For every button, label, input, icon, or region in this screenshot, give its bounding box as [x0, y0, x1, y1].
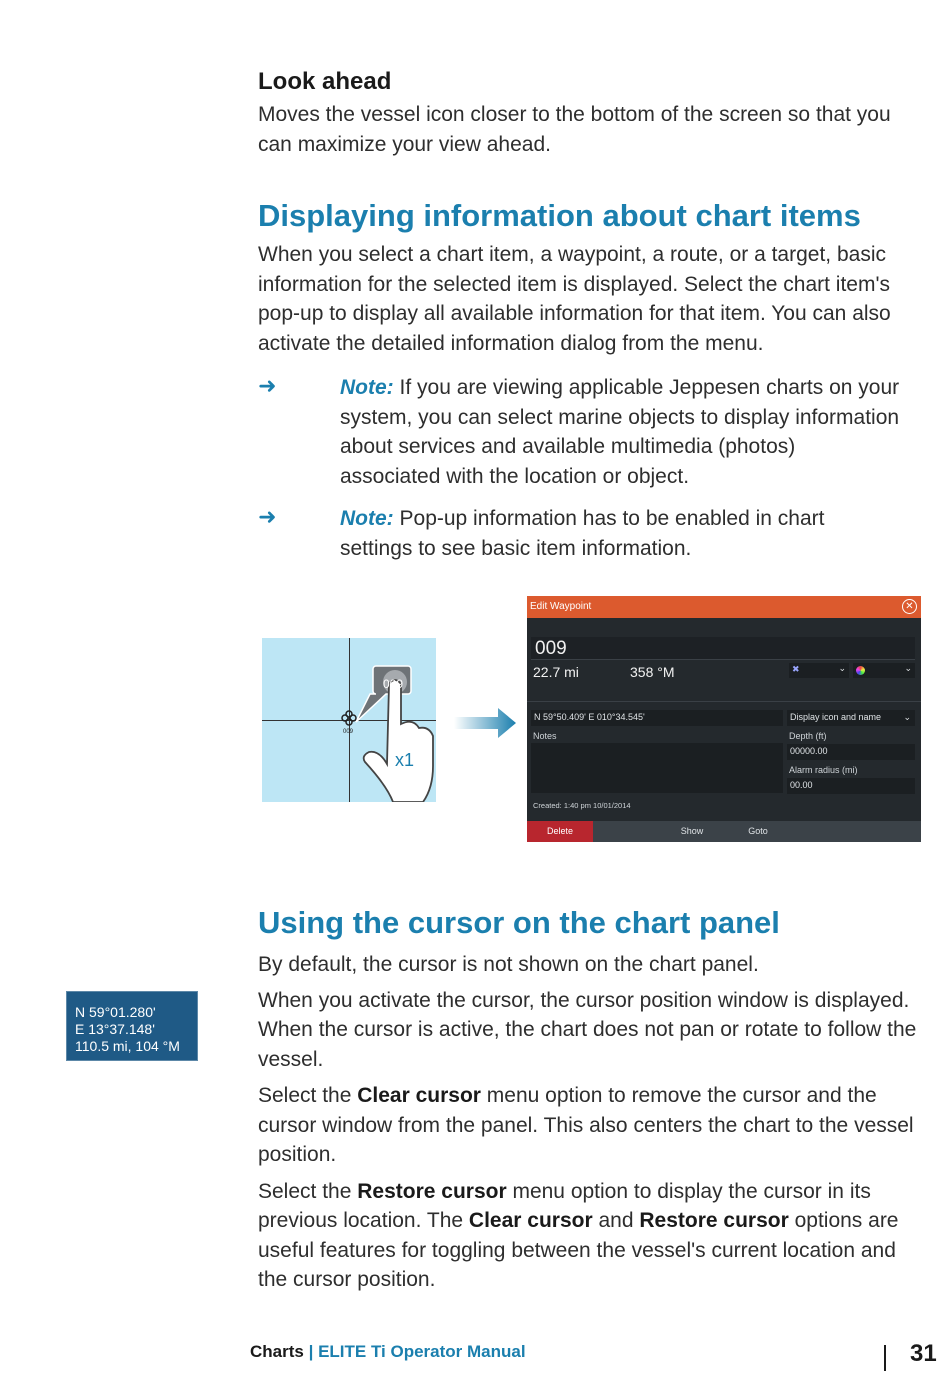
waypoint-icon [342, 711, 356, 725]
page-number: 31 [910, 1340, 937, 1367]
depth-label: Depth (ft) [789, 731, 827, 741]
text: Select the [258, 1084, 358, 1107]
restore-cursor-term: Restore cursor [357, 1179, 507, 1203]
notes-label: Notes [533, 731, 557, 741]
page-footer [250, 1342, 526, 1362]
restore-cursor-term: Restore cursor [639, 1209, 789, 1232]
look-ahead-section [258, 68, 918, 159]
waypoint-tap-graphic [262, 638, 436, 802]
created-timestamp: Created: 1:40 pm 10/01/2014 [533, 801, 631, 810]
note-text [340, 504, 900, 563]
color-select[interactable] [853, 663, 915, 678]
cursor-heading: Using the cursor on the chart panel [258, 905, 780, 940]
note-label: Note: [340, 507, 394, 530]
note-text [340, 373, 900, 491]
note-arrow-icon: ➜ [258, 373, 277, 398]
cursor-latitude: N 59°01.280' [75, 1004, 156, 1020]
waypoint-symbol-icon: ✖ [792, 664, 800, 674]
cursor-longitude: E 13°37.148' [75, 1021, 155, 1037]
goto-button[interactable]: Goto [748, 826, 768, 836]
waypoint-popup-label: 009 [383, 677, 404, 691]
clear-cursor-term: Clear cursor [468, 1209, 593, 1232]
look-ahead-heading: Look ahead [258, 68, 392, 95]
dialog-title-bar [527, 596, 921, 618]
text: menu option to display the cursor in its previous location. The [258, 1179, 871, 1232]
chevron-down-icon: ⌄ [903, 712, 911, 722]
notes-field[interactable] [531, 743, 783, 793]
cursor-section [258, 905, 918, 1295]
text: options are useful features for toggling between the vessel's current location and the cursor position. [258, 1209, 899, 1291]
note-label: Note: [340, 376, 394, 399]
cursor-paragraph-4 [258, 1177, 918, 1295]
note-body: If you are viewing applicable Jeppesen charts on your system, you can select marine objects to display information about services and available multimedia (photos) associated with the location or object. [340, 376, 900, 488]
close-icon[interactable]: ✕ [902, 599, 917, 614]
display-info-heading: Displaying information about chart items [258, 198, 861, 233]
note-body: Pop-up information has to be enabled in chart settings to see basic item information. [340, 507, 825, 560]
dialog-button-bar [527, 821, 921, 842]
footer-separator: | [303, 1342, 319, 1361]
cursor-paragraph-3 [258, 1081, 918, 1170]
delete-button[interactable]: Delete [527, 821, 593, 842]
chevron-down-icon: ⌄ [838, 663, 846, 673]
text: Select the [258, 1179, 358, 1203]
tap-count: x1 [395, 750, 415, 770]
text: menu option to remove the cursor and the cursor window from the panel. This also centers the chart to the vessel position. [258, 1084, 914, 1166]
display-option-select[interactable] [787, 710, 915, 726]
footer-section: Charts [250, 1342, 304, 1361]
depth-field[interactable]: 00000.00 [787, 744, 915, 760]
icon-select[interactable] [789, 663, 849, 678]
note-arrow-icon: ➜ [258, 504, 277, 529]
divider [527, 701, 921, 702]
waypoint-bearing: 358 °M [630, 664, 675, 680]
chevron-down-icon: ⌄ [904, 663, 912, 673]
edit-waypoint-dialog [527, 596, 921, 842]
look-ahead-body: Moves the vessel icon closer to the bottom of the screen so that you can maximize your view ahead. [258, 103, 891, 156]
cursor-paragraph-1: By default, the cursor is not shown on the chart panel. [258, 953, 759, 976]
cursor-paragraph-2: When you activate the cursor, the cursor position window is displayed. When the cursor is active, the chart does not pan or rotate to follow the vessel. [258, 988, 917, 1071]
footer-manual-title: ELITE Ti Operator Manual [318, 1342, 526, 1361]
position-field[interactable]: N 59°50.409' E 010°34.545' [531, 710, 783, 726]
show-button[interactable]: Show [680, 826, 704, 836]
dialog-title: Edit Waypoint [530, 601, 592, 612]
alarm-radius-label: Alarm radius (mi) [789, 765, 858, 775]
alarm-radius-field[interactable]: 00.00 [787, 778, 915, 794]
cursor-position-window [66, 991, 198, 1061]
waypoint-name-field[interactable] [531, 637, 915, 660]
cursor-range-bearing: 110.5 mi, 104 °M [75, 1038, 180, 1054]
waypoint-name: 009 [535, 638, 567, 659]
text: and [592, 1209, 640, 1232]
display-info-section [258, 198, 918, 358]
right-arrow-icon [454, 708, 516, 738]
waypoint-distance: 22.7 mi [533, 664, 579, 680]
clear-cursor-term: Clear cursor [357, 1084, 481, 1107]
waypoint-label: 009 [343, 729, 354, 735]
color-wheel-icon [856, 666, 865, 675]
chart-illustration [262, 638, 436, 802]
page-number-divider [884, 1345, 886, 1371]
display-option-value: Display icon and name [790, 712, 882, 722]
display-info-body: When you select a chart item, a waypoint, a route, or a target, basic information for the selected item is displayed. Select the chart item's pop-up to display all available information for that item. You can also activate the detailed information dialog from the menu. [258, 243, 891, 355]
